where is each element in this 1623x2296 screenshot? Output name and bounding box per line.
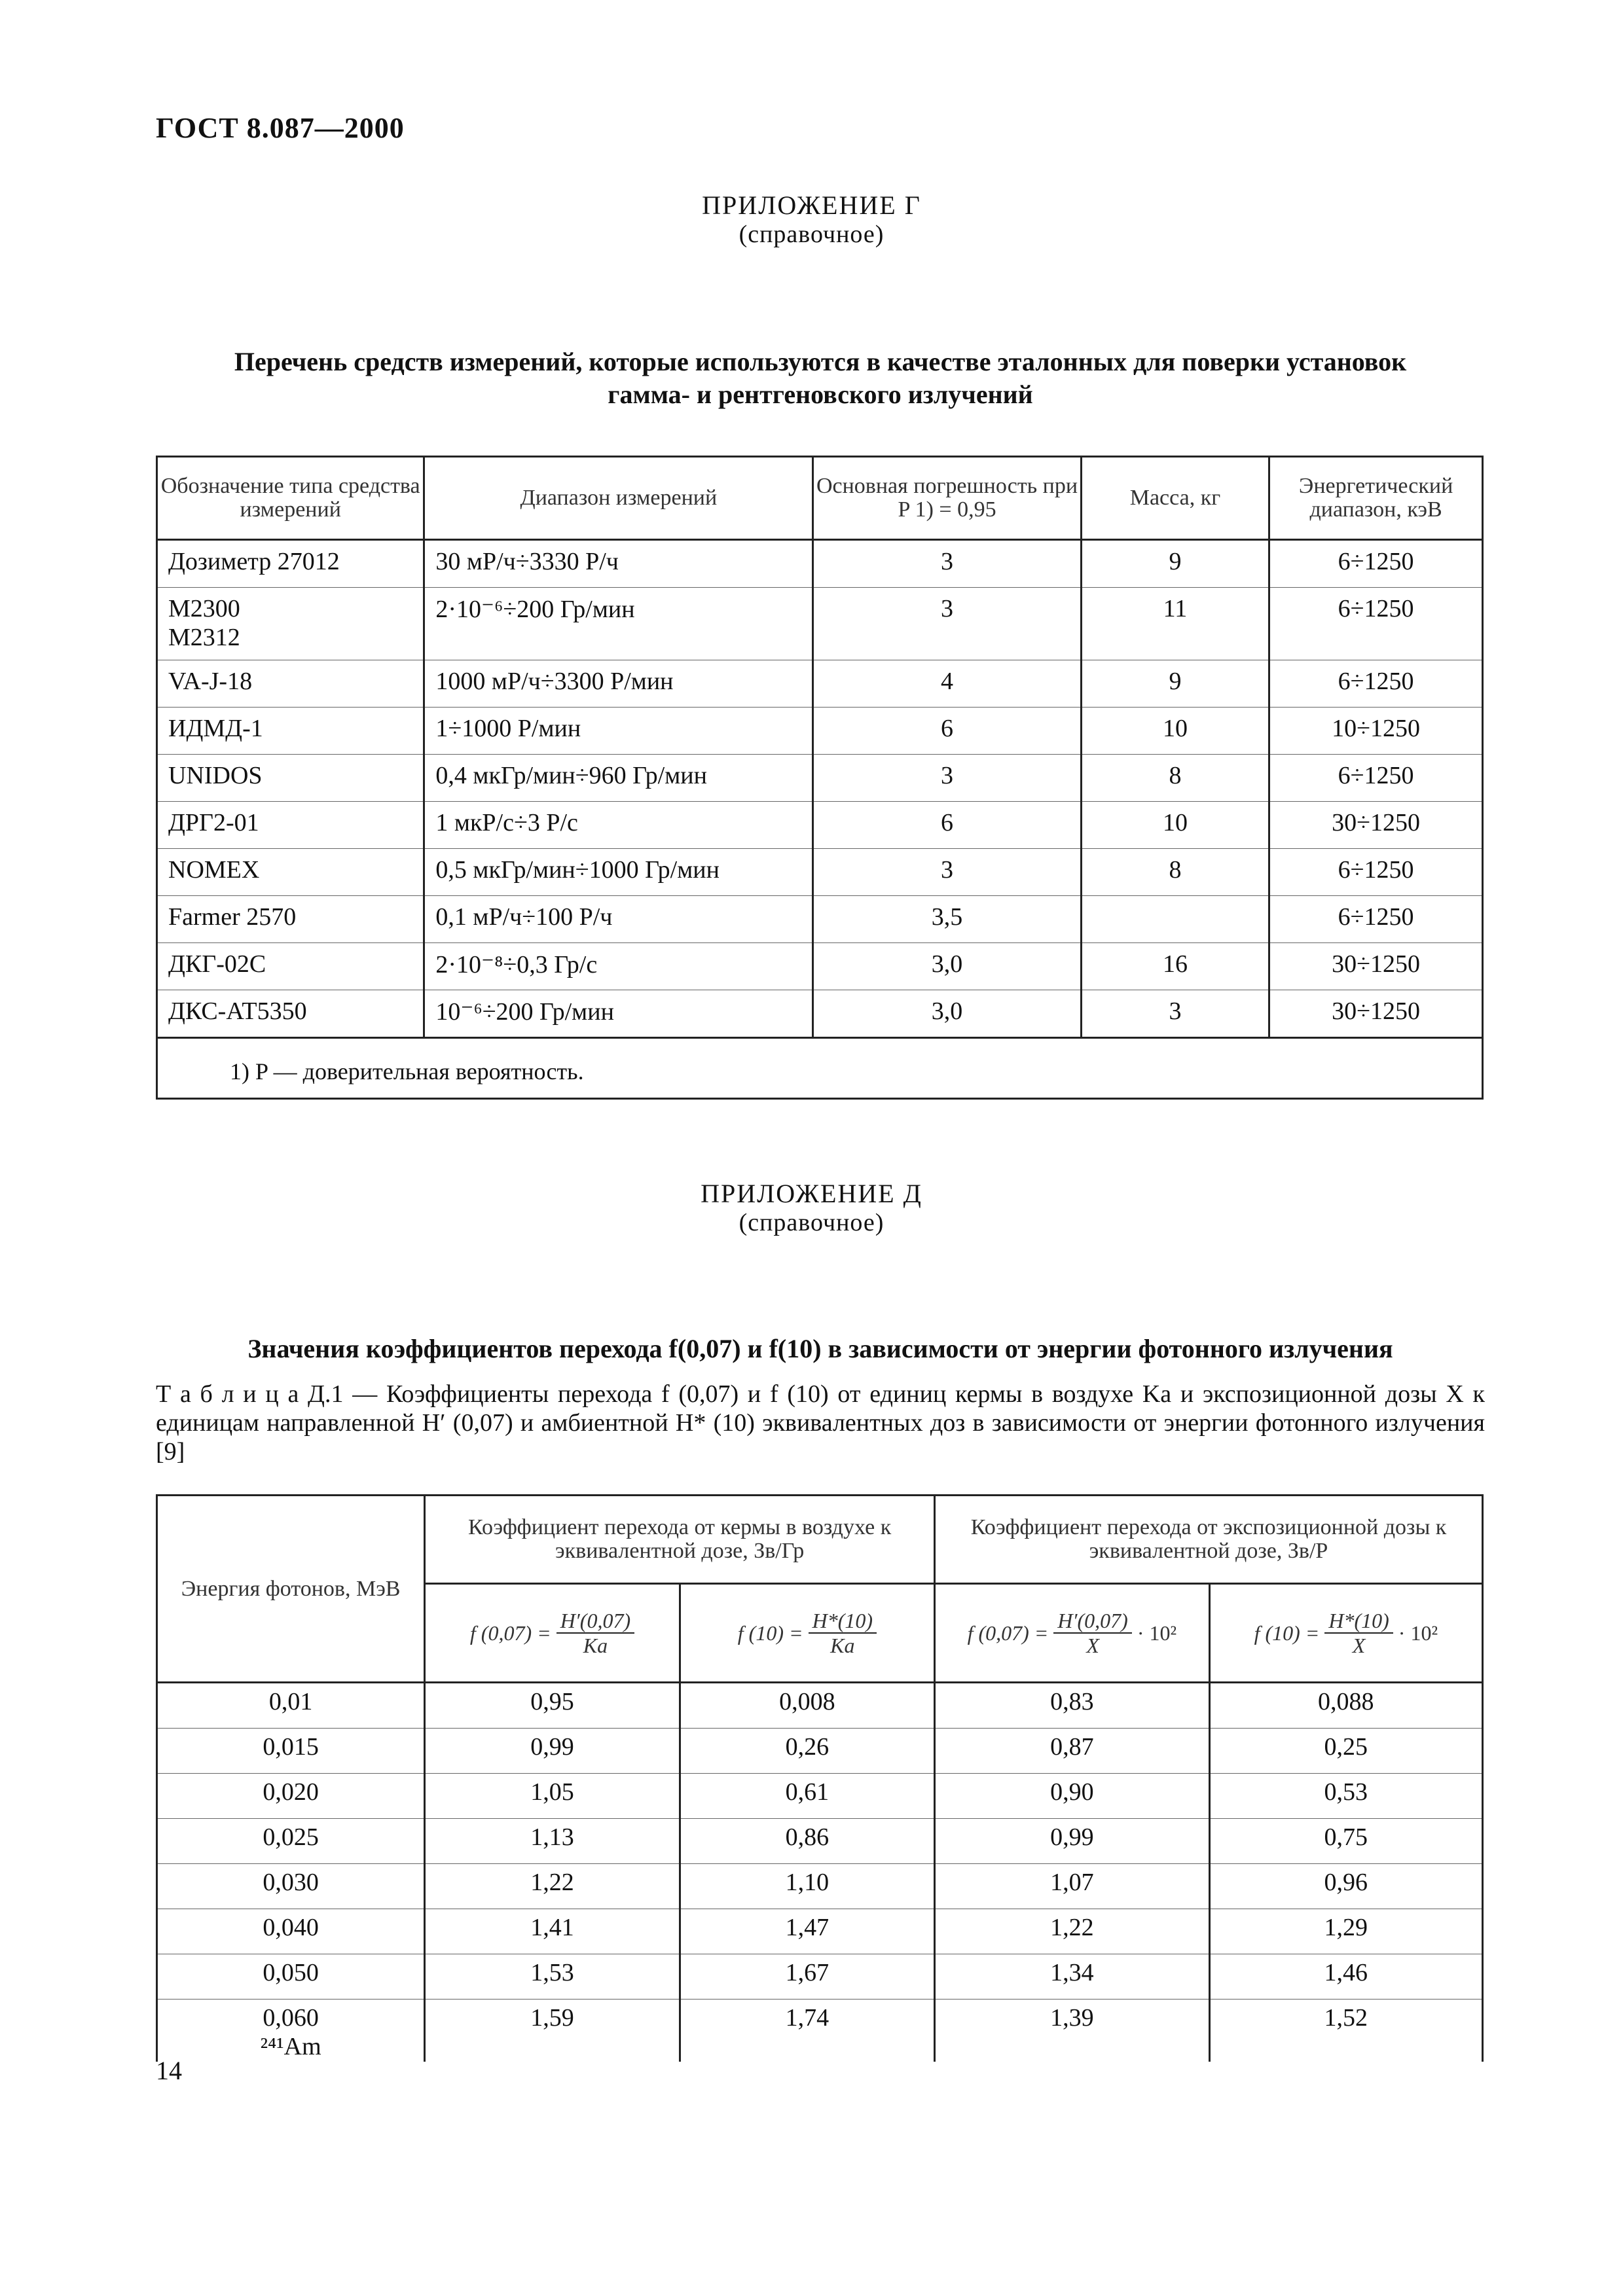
- table-cell: 3: [1081, 990, 1269, 1038]
- table-cell: 6: [813, 708, 1081, 755]
- table-cell: 1,39: [935, 2000, 1210, 2062]
- energy-row: [157, 1909, 1483, 1954]
- table-cell: 1,22: [425, 1864, 680, 1909]
- instrument-row: [157, 755, 1483, 802]
- col-header-type: Обозначение типа средства измерений: [157, 457, 424, 540]
- table-cell: 0,060 ²⁴¹Am: [157, 2000, 425, 2062]
- table-cell: 0,050: [157, 1954, 425, 2000]
- table-cell: 6÷1250: [1269, 540, 1483, 588]
- table-cell: 30÷1250: [1269, 802, 1483, 849]
- energy-row: [157, 1819, 1483, 1864]
- table-cell: 3: [813, 755, 1081, 802]
- table-cell: 0,025: [157, 1819, 425, 1864]
- table-cell: 8: [1081, 849, 1269, 896]
- table-cell: 3,0: [813, 943, 1081, 990]
- table-cell: 0,030: [157, 1864, 425, 1909]
- table-cell: 1,53: [425, 1954, 680, 2000]
- table-cell: 0,4 мкГр/мин÷960 Гр/мин: [424, 755, 813, 802]
- table-cell: 0,87: [935, 1729, 1210, 1774]
- instruments-table-header: [157, 457, 1483, 540]
- col-group-exposure: Коэффициент перехода от экспозиционной дозы к эквивалентной дозе, Зв/Р: [935, 1496, 1483, 1584]
- table-cell: 1,41: [425, 1909, 680, 1954]
- appendix-g-subtitle: (справочное): [739, 221, 884, 248]
- table-cell: ДКС-АТ5350: [157, 990, 424, 1038]
- table-cell: 3: [813, 588, 1081, 660]
- table-cell: 3: [813, 849, 1081, 896]
- table-cell: 6÷1250: [1269, 896, 1483, 943]
- appendix-g-heading-line1: Перечень средств измерений, которые используются в качестве эталонных для поверки установок: [234, 347, 1407, 376]
- instrument-row: [157, 588, 1483, 660]
- table-cell: 6÷1250: [1269, 660, 1483, 708]
- instruments-table: [156, 456, 1484, 1100]
- table-cell: 2·10⁻⁶÷200 Гр/мин: [424, 588, 813, 660]
- table-cell: 0,75: [1209, 1819, 1482, 1864]
- formula-f10-exposure: f (10) = $\frac{H*(10)}{X}$ · 10²: [1209, 1584, 1482, 1683]
- table-cell: 1,52: [1209, 2000, 1482, 2062]
- instruments-footnote: 1) P — доверительная вероятность.: [157, 1038, 1483, 1099]
- table-cell: 9: [1081, 660, 1269, 708]
- table-cell: 30÷1250: [1269, 990, 1483, 1038]
- instrument-row: [157, 849, 1483, 896]
- table-cell: 6: [813, 802, 1081, 849]
- instrument-row: [157, 660, 1483, 708]
- table-cell: ДКГ-02С: [157, 943, 424, 990]
- table-cell: 6÷1250: [1269, 588, 1483, 660]
- table-cell: VA-J-18: [157, 660, 424, 708]
- appendix-d-title: ПРИЛОЖЕНИЕ Д: [701, 1179, 922, 1208]
- table-cell: 16: [1081, 943, 1269, 990]
- table-cell: 9: [1081, 540, 1269, 588]
- table-cell: 0,61: [680, 1774, 934, 1819]
- table-cell: 1÷1000 Р/мин: [424, 708, 813, 755]
- energy-row: [157, 2000, 1483, 2062]
- table-cell: 11: [1081, 588, 1269, 660]
- table-cell: 10: [1081, 802, 1269, 849]
- table-cell: 0,95: [425, 1683, 680, 1729]
- table-cell: NOMEX: [157, 849, 424, 896]
- col-header-range: Диапазон измерений: [424, 457, 813, 540]
- table-cell: 1,05: [425, 1774, 680, 1819]
- instrument-row: [157, 896, 1483, 943]
- formula-f10-kerma: f (10) = $\frac{H*(10)}{Ka}$: [680, 1584, 934, 1683]
- table-cell: UNIDOS: [157, 755, 424, 802]
- table-cell: 1,22: [935, 1909, 1210, 1954]
- col-header-energy: Энергетический диапазон, кэВ: [1269, 457, 1483, 540]
- table-cell: 0,86: [680, 1819, 934, 1864]
- table-cell: 0,088: [1209, 1683, 1482, 1729]
- table-cell: Farmer 2570: [157, 896, 424, 943]
- table-cell: 1,07: [935, 1864, 1210, 1909]
- table-cell: Дозиметр 27012: [157, 540, 424, 588]
- table-cell: 0,040: [157, 1909, 425, 1954]
- table-cell: 1,29: [1209, 1909, 1482, 1954]
- table-cell: 1,46: [1209, 1954, 1482, 2000]
- table-cell: М2300 М2312: [157, 588, 424, 660]
- table-cell: 0,53: [1209, 1774, 1482, 1819]
- col-header-photon-energy: Энергия фотонов, МэВ: [157, 1496, 425, 1683]
- table-cell: 0,25: [1209, 1729, 1482, 1774]
- instrument-row: [157, 943, 1483, 990]
- conversion-coefficients-table: [156, 1494, 1484, 2062]
- appendix-g-title: ПРИЛОЖЕНИЕ Г: [702, 190, 921, 220]
- table-cell: 1,67: [680, 1954, 934, 2000]
- table-cell: 10: [1081, 708, 1269, 755]
- appendix-d-subtitle: (справочное): [739, 1209, 884, 1236]
- appendix-d-heading: Значения коэффициентов перехода f(0,07) и f(10) в зависимости от энергии фотонного излучения: [247, 1334, 1393, 1363]
- table-cell: 30÷1250: [1269, 943, 1483, 990]
- formula-f007-kerma: f (0,07) = $\frac{H'(0,07)}{Ka}$: [425, 1584, 680, 1683]
- table-cell: 4: [813, 660, 1081, 708]
- table-cell: 1,74: [680, 2000, 934, 2062]
- table-cell: 1,34: [935, 1954, 1210, 2000]
- table-cell: 1 мкР/с÷3 Р/с: [424, 802, 813, 849]
- energy-row: [157, 1729, 1483, 1774]
- table-cell: 0,90: [935, 1774, 1210, 1819]
- table-cell: 1,13: [425, 1819, 680, 1864]
- table-cell: [1081, 896, 1269, 943]
- table-cell: 6÷1250: [1269, 849, 1483, 896]
- instrument-row: [157, 990, 1483, 1038]
- table-cell: 3,5: [813, 896, 1081, 943]
- instrument-row: [157, 708, 1483, 755]
- energy-row: [157, 1683, 1483, 1729]
- appendix-g-heading: [156, 346, 1485, 411]
- table-cell: 3: [813, 540, 1081, 588]
- table-cell: 0,015: [157, 1729, 425, 1774]
- col-header-mass: Масса, кг: [1081, 457, 1269, 540]
- table-cell: 0,01: [157, 1683, 425, 1729]
- appendix-g-heading-line2: гамма- и рентгеновского излучений: [608, 380, 1033, 409]
- table-cell: 0,99: [425, 1729, 680, 1774]
- table-cell: 0,008: [680, 1683, 934, 1729]
- table-cell: 1,10: [680, 1864, 934, 1909]
- table-d1-caption: Т а б л и ц а Д.1 — Коэффициенты перехода f (0,07) и f (10) от единиц кермы в воздухе Ka и экспозиционной дозы X к единицам направленной H′ (0,07) и амбиентной H* (10) эквивалентных доз в зависимости от энергии фотонного излучения [9]: [156, 1380, 1485, 1465]
- table-cell: ДРГ2-01: [157, 802, 424, 849]
- energy-row: [157, 1774, 1483, 1819]
- col-group-kerma: Коэффициент перехода от кермы в воздухе к эквивалентной дозе, Зв/Гр: [425, 1496, 935, 1584]
- formula-f007-exposure: f (0,07) = $\frac{H'(0,07)}{X}$ · 10²: [935, 1584, 1210, 1683]
- table-cell: 8: [1081, 755, 1269, 802]
- table-cell: 0,26: [680, 1729, 934, 1774]
- table-cell: 0,83: [935, 1683, 1210, 1729]
- table-cell: 0,99: [935, 1819, 1210, 1864]
- energy-row: [157, 1864, 1483, 1909]
- table-cell: 30 мР/ч÷3330 Р/ч: [424, 540, 813, 588]
- document-header: ГОСТ 8.087—2000: [156, 112, 405, 144]
- col-header-error: Основная погрешность при P 1) = 0,95: [813, 457, 1081, 540]
- table-cell: 6÷1250: [1269, 755, 1483, 802]
- table-cell: 0,020: [157, 1774, 425, 1819]
- instrument-row: [157, 802, 1483, 849]
- page-number: 14: [156, 2056, 182, 2085]
- table-cell: 0,1 мР/ч÷100 Р/ч: [424, 896, 813, 943]
- table-cell: 1,47: [680, 1909, 934, 1954]
- instrument-row: [157, 540, 1483, 588]
- table-cell: 0,5 мкГр/мин÷1000 Гр/мин: [424, 849, 813, 896]
- table-cell: ИДМД-1: [157, 708, 424, 755]
- table-cell: 1000 мР/ч÷3300 Р/мин: [424, 660, 813, 708]
- table-cell: 1,59: [425, 2000, 680, 2062]
- table-cell: 10÷1250: [1269, 708, 1483, 755]
- table-cell: 2·10⁻⁸÷0,3 Гр/с: [424, 943, 813, 990]
- table-cell: 3,0: [813, 990, 1081, 1038]
- table-cell: 10⁻⁶÷200 Гр/мин: [424, 990, 813, 1038]
- table-cell: 0,96: [1209, 1864, 1482, 1909]
- energy-row: [157, 1954, 1483, 2000]
